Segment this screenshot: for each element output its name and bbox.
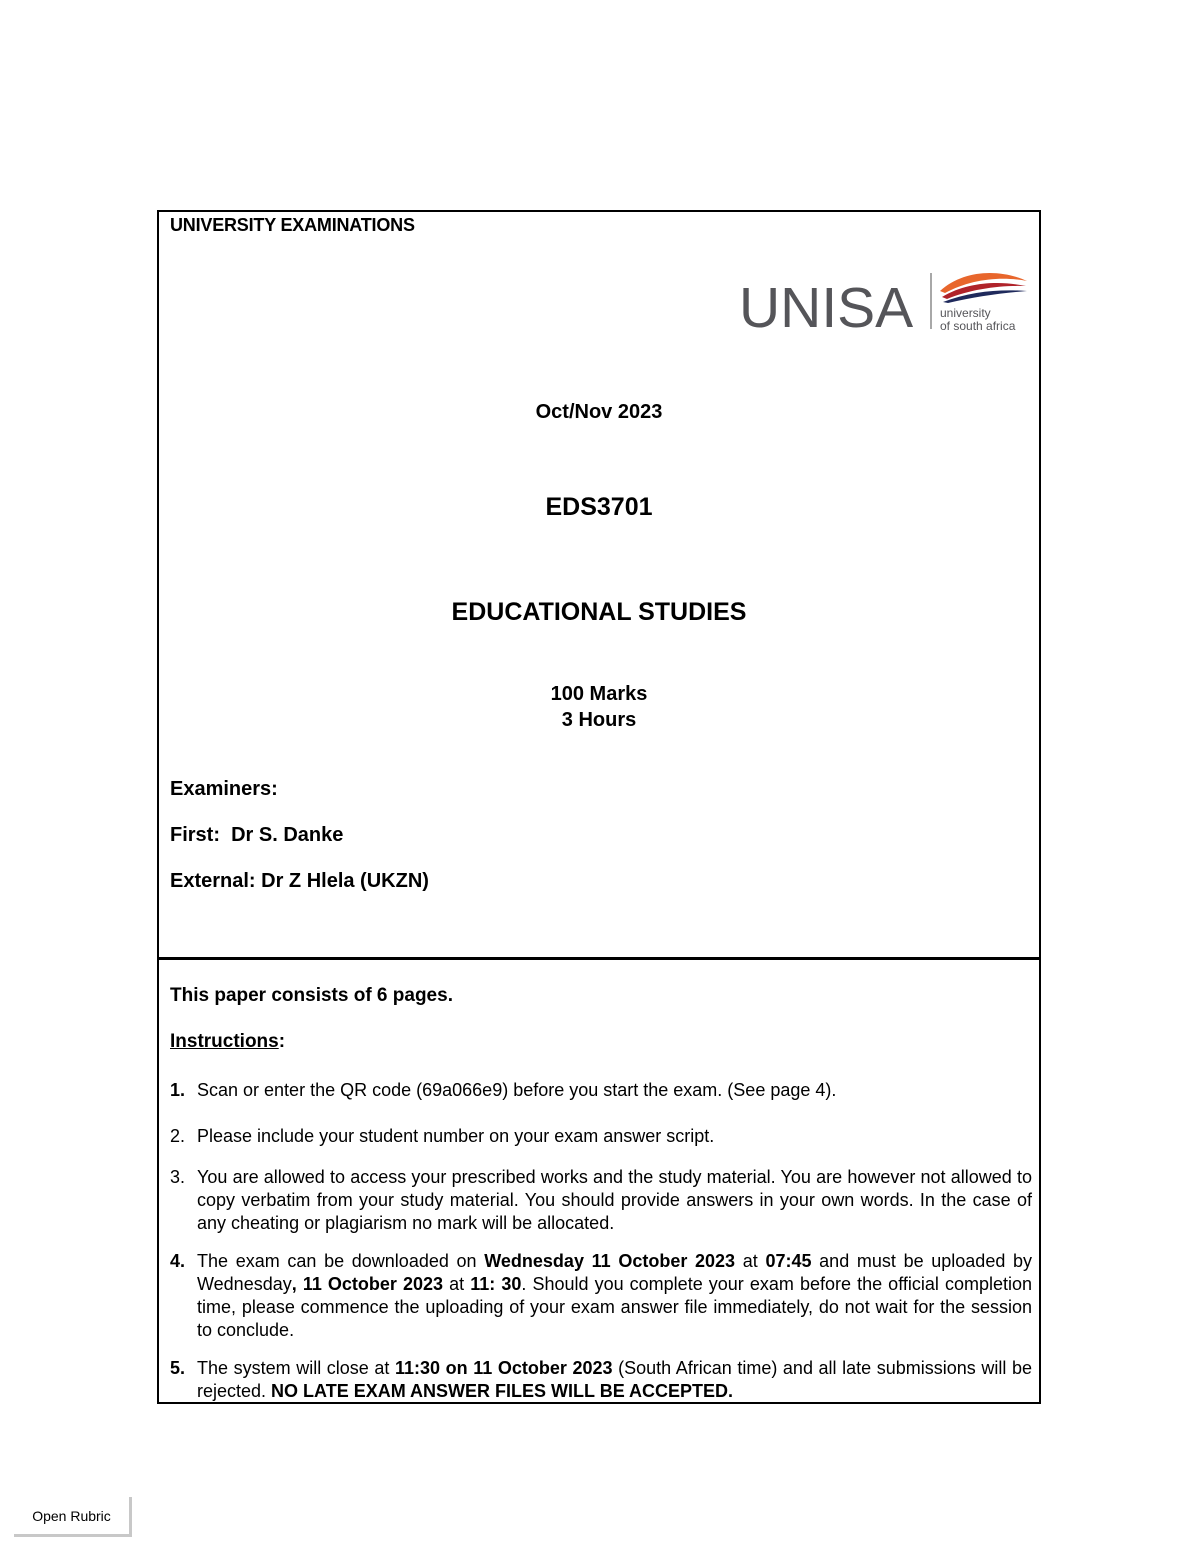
exam-heading: UNIVERSITY EXAMINATIONS [170,215,415,235]
instruction-number: 3. [170,1167,186,1187]
unisa-logo [739,267,1029,337]
exam-duration: 3 Hours [561,709,637,731]
exam-session: Oct/Nov 2023 [535,401,663,423]
instruction-number: 1. [170,1080,186,1100]
external-examiner: External: Dr Z Hlela (UKZN) [170,870,429,892]
instruction-text: Scan or enter the QR code (69a066e9) before you start the exam. (See page 4). [197,1080,837,1100]
instruction-item [170,1079,1032,1102]
instruction-number: 2. [170,1126,186,1146]
total-marks: 100 Marks [550,683,648,705]
instruction-number: 4. [170,1251,186,1271]
instruction-item [170,1125,1032,1148]
pages-note: This paper consists of 6 pages. [170,985,453,1006]
instruction-text: Please include your student number on your exam answer script. [197,1126,715,1146]
open-rubric-button[interactable]: Open Rubric [14,1497,132,1537]
first-examiner: First: Dr S. Danke [170,824,344,846]
instruction-item [170,1166,1032,1235]
instruction-text: The system will close at 11:30 on 11 October 2023 (South African time) and all late submissions will be rejected. NO LATE EXAM ANSWER FILES WILL BE ACCEPTED. [197,1358,1032,1401]
instructions-heading: Instructions: [170,1031,286,1052]
examiners-label: Examiners: [170,778,278,800]
module-code: EDS3701 [545,493,653,521]
instruction-item [170,1357,1032,1403]
instruction-text: You are allowed to access your prescribed works and the study material. You are however not allowed to copy verbatim from your study material. You should provide answers in your own words. In the case of any cheating or plagiarism no mark will be allocated. [197,1167,1032,1233]
instruction-text: The exam can be downloaded on Wednesday 11 October 2023 at 07:45 and must be uploaded by Wednesday, 11 October 2023 at 11: 30. Should you complete your exam before the official completion time, please commence the uploading of your exam answer file immediately, do not wait for the session to conclude. [197,1251,1033,1340]
logo-tagline-2: of south africa [940,319,1016,333]
logo-wordmark: UNISA [739,276,914,337]
module-title: EDUCATIONAL STUDIES [451,598,747,626]
instruction-number: 5. [170,1358,186,1378]
cover-panel [157,210,1041,960]
logo-tagline-1: university [940,306,991,320]
instructions-panel [157,957,1041,1404]
instruction-item [170,1250,1032,1342]
